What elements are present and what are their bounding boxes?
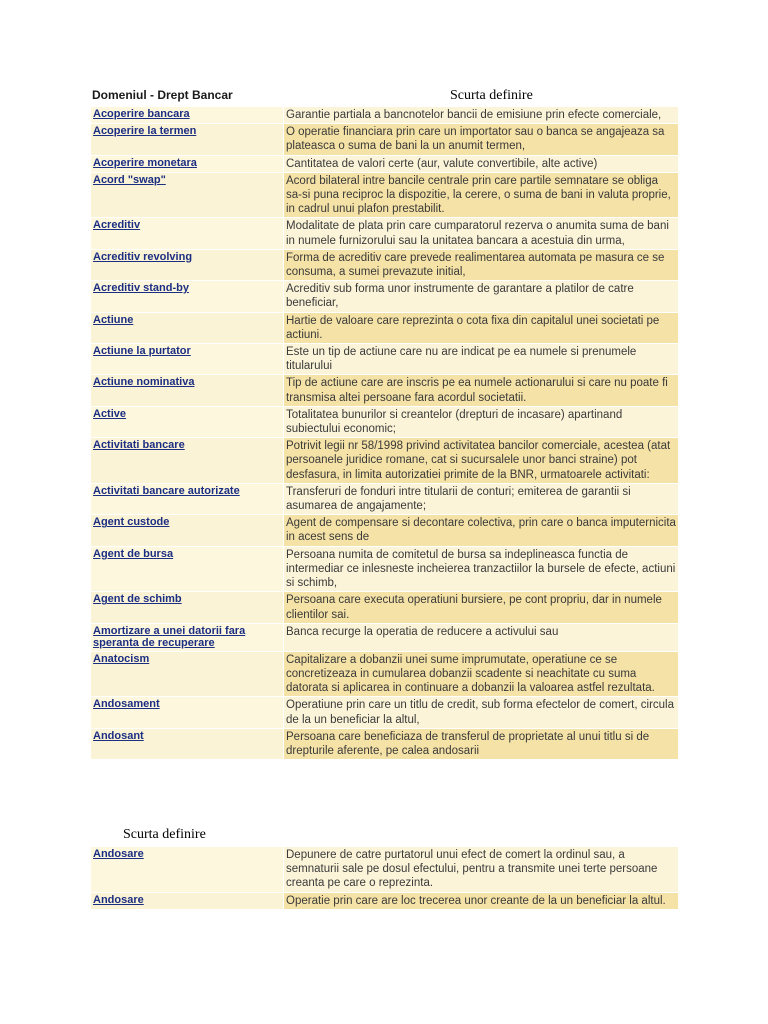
table-row bbox=[91, 156, 678, 173]
term-link[interactable]: Acord "swap" bbox=[93, 173, 166, 186]
term-cell bbox=[91, 281, 284, 312]
table-row bbox=[91, 652, 678, 698]
table-row bbox=[91, 729, 678, 760]
term-cell bbox=[91, 847, 284, 893]
term-cell bbox=[91, 375, 284, 406]
table-row bbox=[91, 124, 678, 155]
definition-cell: Persoana numita de comitetul de bursa sa indeplineasca functia de intermediar ce inlesneste incheierea tranzactiilor la bursele de efecte, actiuni si schimb, bbox=[284, 547, 678, 593]
definition-cell: Garantie partiala a bancnotelor bancii de emisiune prin efecte comerciale, bbox=[284, 107, 678, 124]
definition-cell: Agent de compensare si decontare colectiva, prin care o banca imputernicita in acest sens de bbox=[284, 515, 678, 546]
definition-cell: Transferuri de fonduri intre titularii de conturi; emiterea de garantii si asumarea de angajamente; bbox=[284, 484, 678, 515]
definition-cell: Operatiune prin care un titlu de credit, sub forma efectelor de comert, circula de la un beneficiar la altul, bbox=[284, 697, 678, 728]
term-link[interactable]: Agent custode bbox=[93, 516, 170, 529]
table-row bbox=[91, 281, 678, 312]
term-link[interactable]: Acoperire monetara bbox=[93, 156, 197, 169]
definition-cell: Potrivit legii nr 58/1998 privind activitatea bancilor comerciale, acestea (atat persoanele juridice romane, cat si sucursalele unor banci straine) pot desfasura, in limita autorizatiei primite de la BNR, urmatoarele activitati: bbox=[284, 438, 678, 484]
table-row bbox=[91, 250, 678, 281]
definition-cell: Depunere de catre purtatorul unui efect de comert la ordinul sau, a semnaturii sale pe dosul efectului, pentru a transmite unei terte persoane creanta pe care o reprezinta. bbox=[284, 847, 678, 893]
table-row bbox=[91, 375, 678, 406]
term-link[interactable]: Actiune la purtator bbox=[93, 345, 191, 358]
definition-cell: Persoana care executa operatiuni bursiere, pe cont propriu, dar in numele clientilor sai. bbox=[284, 592, 678, 623]
term-cell bbox=[91, 173, 284, 219]
term-cell bbox=[91, 407, 284, 438]
definition-header-2: Scurta definire bbox=[123, 827, 206, 842]
term-cell bbox=[91, 107, 284, 124]
table-row bbox=[91, 624, 678, 652]
table-row bbox=[91, 313, 678, 344]
table-row bbox=[91, 344, 678, 375]
term-link[interactable]: Amortizare a unei datorii fara speranta de recuperare bbox=[93, 624, 246, 650]
term-cell bbox=[91, 652, 284, 698]
definition-cell: Acord bilateral intre bancile centrale prin care partile semnatare se obliga sa-si puna reciproc la dispozitie, la cerere, o suma de bani in valuta proprie, in cadrul unui plafon prestabilit. bbox=[284, 173, 678, 219]
definition-cell: O operatie financiara prin care un importator sau o banca se angajeaza sa plateasca o suma de bani la un anumit termen, bbox=[284, 124, 678, 155]
table-row bbox=[91, 173, 678, 219]
definition-cell: Modalitate de plata prin care cumparatorul rezerva o anumita suma de bani in numele furnizorului sau la unitatea bancara a acestuia din urma, bbox=[284, 218, 678, 249]
term-cell bbox=[91, 624, 284, 652]
glossary-table-2 bbox=[91, 847, 678, 910]
term-cell bbox=[91, 484, 284, 515]
definition-header: Scurta definire bbox=[450, 88, 533, 103]
definition-cell: Totalitatea bunurilor si creantelor (drepturi de incasare) apartinand subiectului economic; bbox=[284, 407, 678, 438]
table-row bbox=[91, 592, 678, 623]
term-cell bbox=[91, 156, 284, 173]
definition-cell: Este un tip de actiune care nu are indicat pe ea numele si prenumele titularului bbox=[284, 344, 678, 375]
definition-cell: Acreditiv sub forma unor instrumente de garantare a platilor de catre beneficiar, bbox=[284, 281, 678, 312]
definition-cell: Forma de acreditiv care prevede realimentarea automata pe masura ce se consuma, a sumei prevazute initial, bbox=[284, 250, 678, 281]
definition-cell: Banca recurge la operatia de reducere a activului sau bbox=[284, 624, 678, 652]
term-link[interactable]: Andosament bbox=[93, 698, 160, 711]
term-link[interactable]: Actiune nominativa bbox=[93, 376, 195, 389]
term-link[interactable]: Acreditiv revolving bbox=[93, 250, 193, 263]
term-link[interactable]: Acoperire la termen bbox=[93, 125, 197, 138]
domain-header: Domeniul - Drept Bancar bbox=[92, 88, 233, 102]
term-link[interactable]: Actiune bbox=[93, 313, 134, 326]
table-row bbox=[91, 847, 678, 893]
table-row bbox=[91, 484, 678, 515]
term-link[interactable]: Agent de bursa bbox=[93, 547, 174, 560]
term-cell bbox=[91, 124, 284, 155]
term-link[interactable]: Acreditiv stand-by bbox=[93, 282, 189, 295]
term-cell bbox=[91, 893, 284, 910]
term-link[interactable]: Active bbox=[93, 407, 127, 420]
definition-cell: Persoana care beneficiaza de transferul de proprietate al unui titlu si de drepturile aferente, pe calea andosarii bbox=[284, 729, 678, 760]
table-row bbox=[91, 697, 678, 728]
term-cell bbox=[91, 729, 284, 760]
term-link[interactable]: Activitati bancare autorizate bbox=[93, 484, 240, 497]
table-row bbox=[91, 438, 678, 484]
term-cell bbox=[91, 218, 284, 249]
glossary-table bbox=[91, 107, 678, 760]
table-row bbox=[91, 547, 678, 593]
term-cell bbox=[91, 313, 284, 344]
term-link[interactable]: Acoperire bancara bbox=[93, 108, 190, 120]
term-link[interactable]: Andosant bbox=[93, 729, 144, 742]
term-cell bbox=[91, 438, 284, 484]
table-row bbox=[91, 893, 678, 910]
term-link[interactable]: Andosare bbox=[93, 893, 144, 906]
term-link[interactable]: Andosare bbox=[93, 848, 144, 860]
table-row bbox=[91, 107, 678, 124]
definition-cell: Hartie de valoare care reprezinta o cota fixa din capitalul unei societati pe actiuni. bbox=[284, 313, 678, 344]
term-cell bbox=[91, 344, 284, 375]
term-cell bbox=[91, 250, 284, 281]
definition-cell: Cantitatea de valori certe (aur, valute convertibile, alte active) bbox=[284, 156, 678, 173]
term-link[interactable]: Acreditiv bbox=[93, 219, 141, 232]
term-cell bbox=[91, 547, 284, 593]
term-cell bbox=[91, 697, 284, 728]
term-link[interactable]: Activitati bancare bbox=[93, 439, 185, 452]
term-cell bbox=[91, 592, 284, 623]
term-link[interactable]: Agent de schimb bbox=[93, 593, 182, 606]
definition-cell: Operatie prin care are loc trecerea unor creante de la un beneficiar la altul. bbox=[284, 893, 678, 910]
table-row bbox=[91, 515, 678, 546]
table-row bbox=[91, 218, 678, 249]
term-link[interactable]: Anatocism bbox=[93, 652, 150, 665]
table-row bbox=[91, 407, 678, 438]
term-cell bbox=[91, 515, 284, 546]
definition-cell: Capitalizare a dobanzii unei sume imprumutate, operatiune ce se concretizeaza in cumularea dobanzii scadente si neachitate cu suma datorata si aplicarea in continuare a dobanzii la valoarea astfel rezultata. bbox=[284, 652, 678, 698]
definition-cell: Tip de actiune care are inscris pe ea numele actionarului si care nu poate fi transmisa altei persoane fara acordul societatii. bbox=[284, 375, 678, 406]
